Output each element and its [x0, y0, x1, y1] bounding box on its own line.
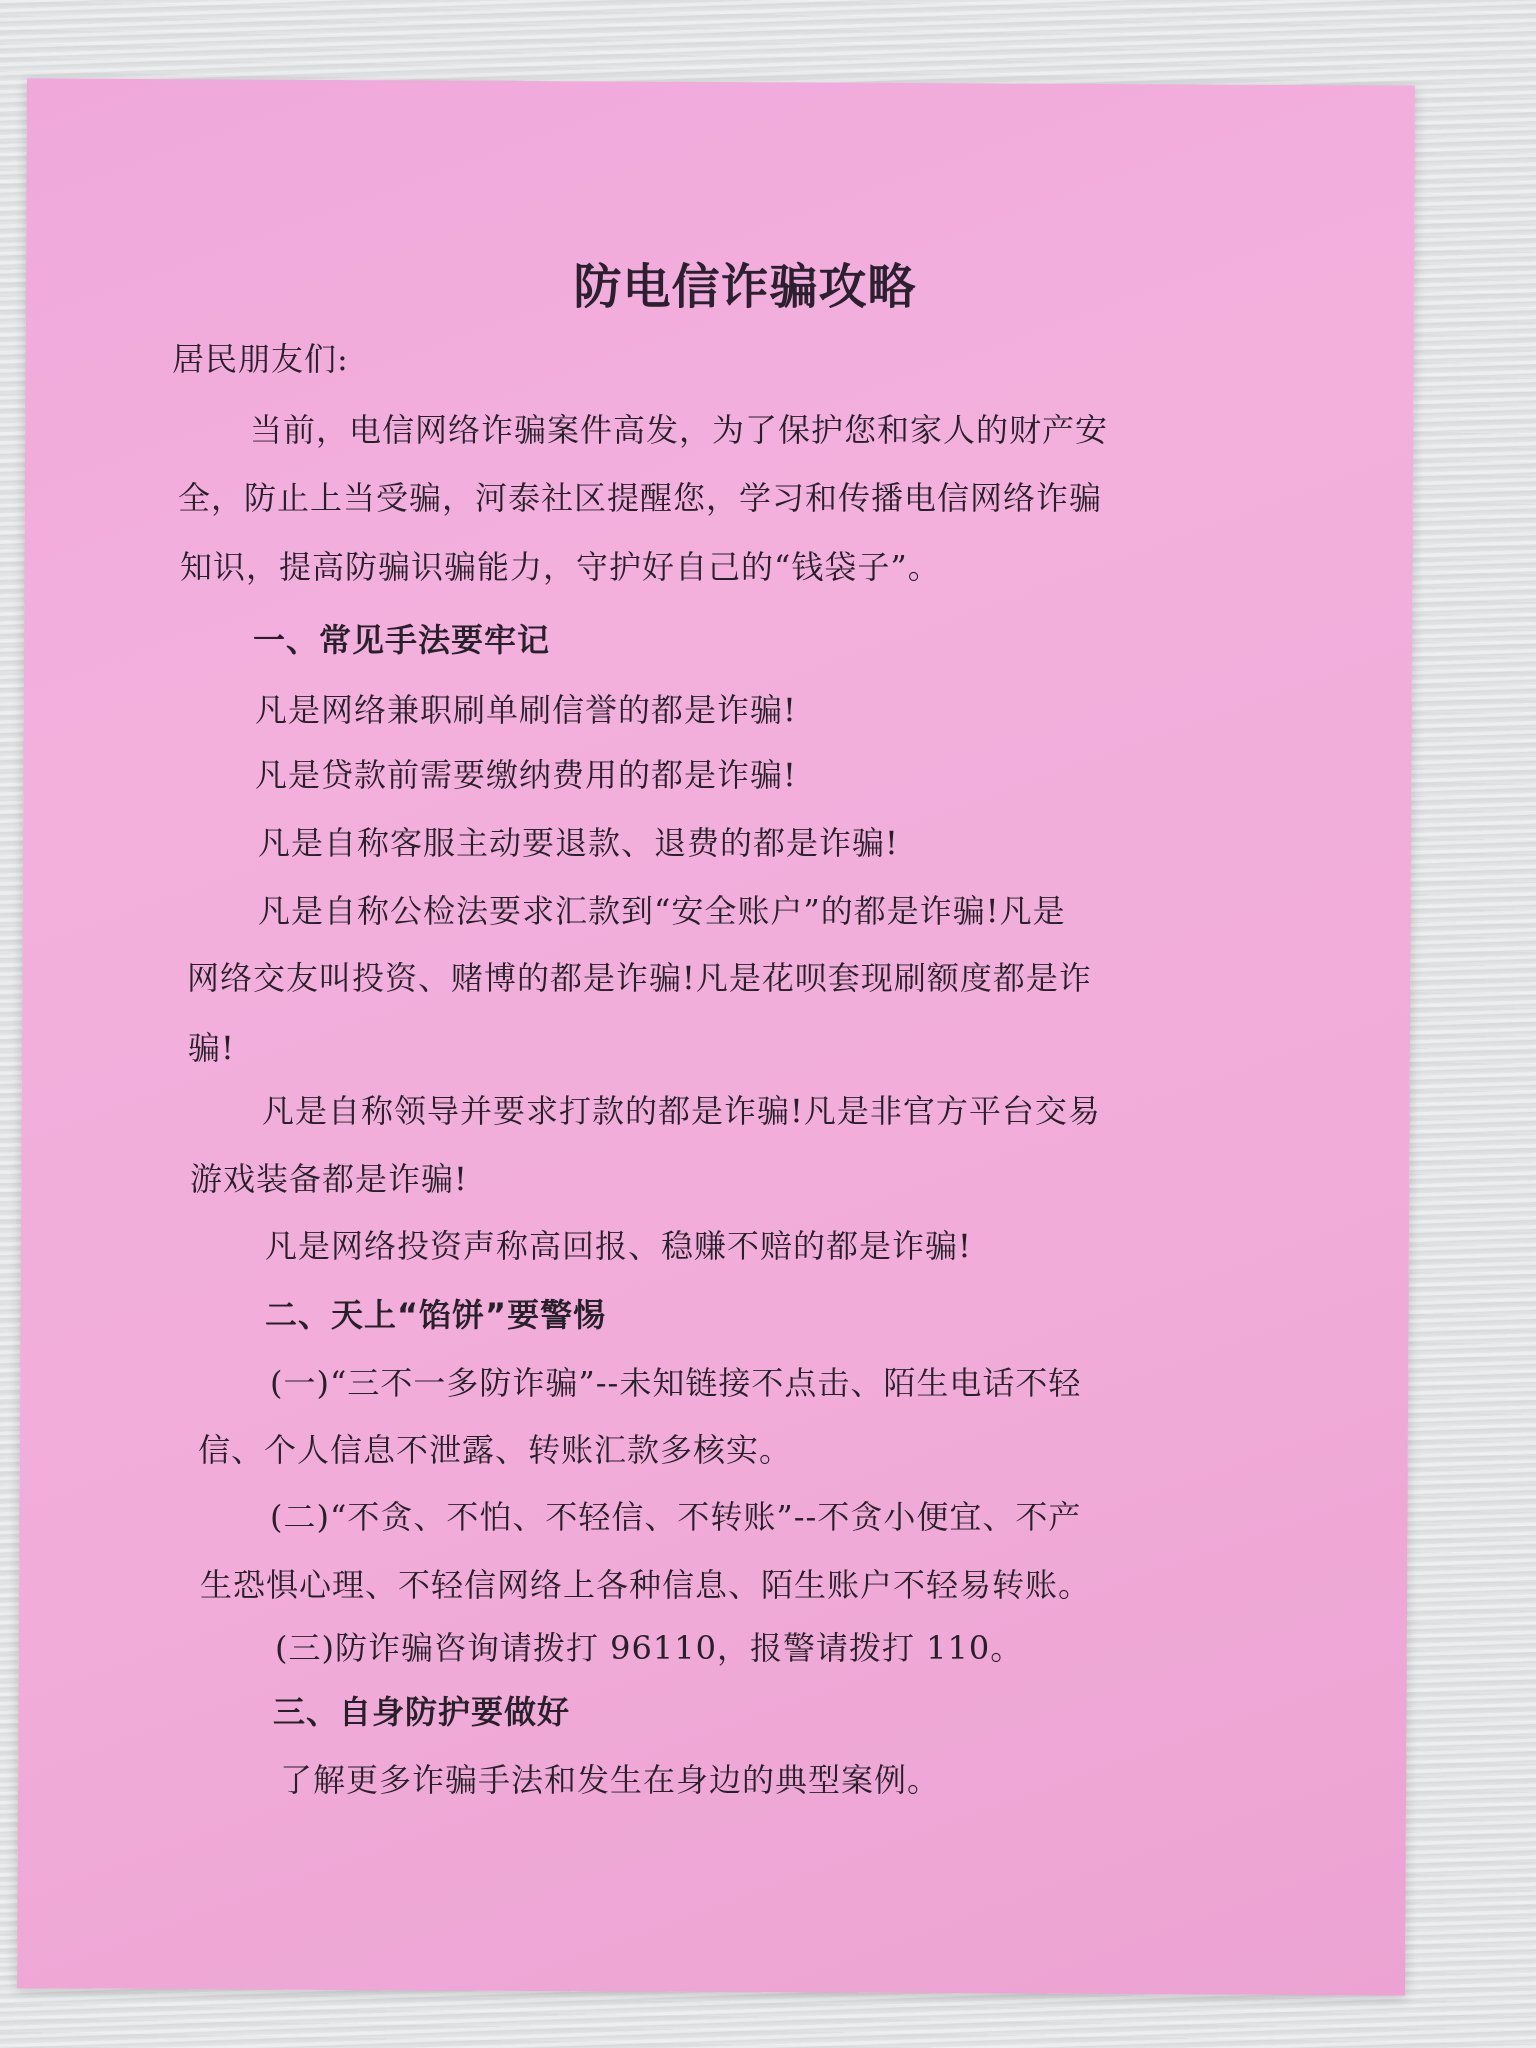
section-heading: 一、常见手法要牢记	[253, 621, 551, 659]
rule-line: 凡是自称公检法要求汇款到“安全账户”的都是诈骗!凡是	[258, 892, 1066, 930]
intro-line: 当前，电信网络诈骗案件高发，为了保护您和家人的财产安	[250, 411, 1109, 449]
rule-line: 凡是网络投资声称高回报、稳赚不赔的都是诈骗!	[265, 1227, 972, 1265]
section-heading: 三、自身防护要做好	[273, 1693, 571, 1731]
intro-line: 全，防止上当受骗，河泰社区提醒您，学习和传播电信网络诈骗	[178, 479, 1103, 517]
page-title: 防电信诈骗攻略	[573, 259, 917, 315]
rule-line: 凡是网络兼职刷单刷信誉的都是诈骗!	[255, 691, 797, 729]
rule-line: 游戏装备都是诈骗!	[190, 1160, 468, 1198]
closing-line: 了解更多诈骗手法和发生在身边的典型案例。	[280, 1761, 941, 1799]
tip-line: (二)“不贪、不怕、不轻信、不转账”--不贪小便宜、不产	[270, 1498, 1082, 1536]
section-heading: 二、天上“馅饼”要警惕	[265, 1296, 607, 1334]
intro-line: 知识，提高防骗识骗能力，守护好自己的“钱袋子”。	[180, 548, 941, 586]
rule-line: 骗!	[188, 1029, 235, 1067]
tip-line: 信、个人信息不泄露、转账汇款多核实。	[198, 1431, 793, 1469]
greeting: 居民朋友们:	[172, 340, 349, 378]
rule-line: 凡是贷款前需要缴纳费用的都是诈骗!	[255, 756, 797, 794]
hotline-line: (三)防诈骗咨询请拨打 96110，报警请拨打 110。	[275, 1629, 1024, 1667]
rule-line: 凡是自称领导并要求打款的都是诈骗!凡是非官方平台交易	[262, 1092, 1101, 1130]
tip-line: (一)“三不一多防诈骗”--未知链接不点击、陌生电话不轻	[270, 1364, 1082, 1402]
rule-line: 网络交友叫投资、赌博的都是诈骗!凡是花呗套现刷额度都是诈	[187, 959, 1092, 997]
tip-line: 生恐惧心理、不轻信网络上各种信息、陌生账户不轻易转账。	[200, 1566, 1092, 1604]
rule-line: 凡是自称客服主动要退款、退费的都是诈骗!	[258, 824, 899, 862]
